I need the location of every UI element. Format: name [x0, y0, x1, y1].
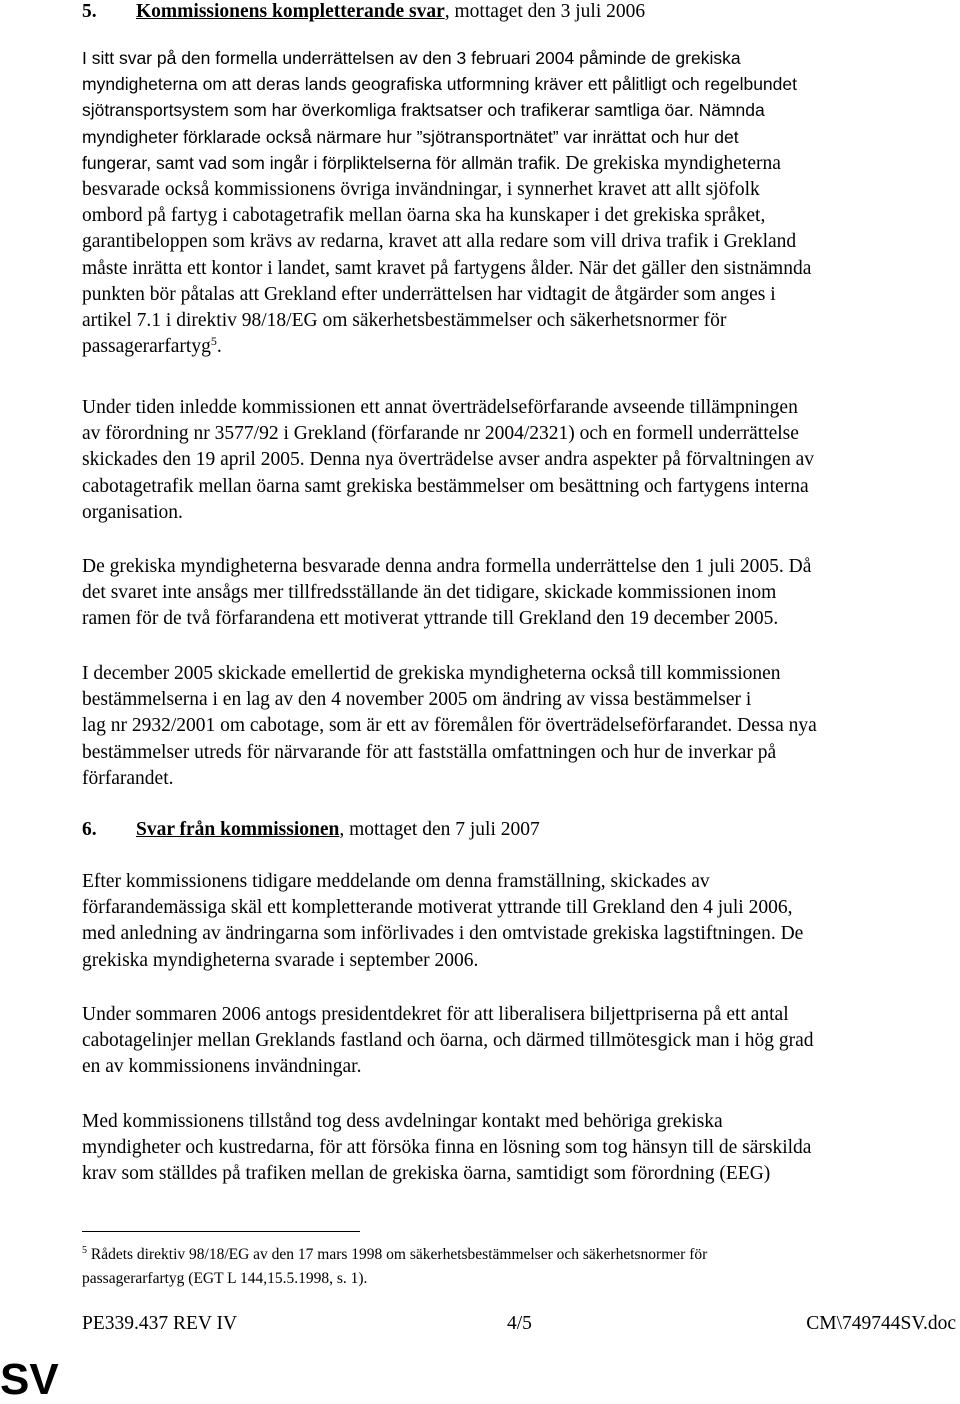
text-line: grekiska myndigheterna svarade i september 2006. [82, 949, 479, 971]
text-line: De grekiska myndigheterna besvarade denna andra formella underrättelse den 1 juli 2005. Då [82, 556, 812, 577]
text-line: det svaret inte ansågs mer tillfredsställande än det tidigare, skickade kommissionen inom [82, 582, 777, 604]
paragraph-6 [82, 1002, 960, 1081]
text-line: skickades den 19 april 2005. Denna nya överträdelse avser andra aspekter på förvaltningen av [82, 449, 815, 471]
section-number: 5. [82, 1, 97, 22]
text-line: organisation. [82, 501, 183, 523]
text-line: sjötransportsystem som har överkomliga fraktsatser och trafikerar samtliga öar. Nämnda [82, 100, 765, 121]
footer-doc-ref: PE339.437 REV IV [82, 1313, 238, 1334]
text-line: myndigheterna om att deras lands geografiska utformning kräver ett pålitligt och regelbundet [82, 74, 797, 95]
text-line: en av kommissionens invändningar. [82, 1056, 362, 1078]
text-line-continuation: De grekiska myndigheterna [560, 152, 781, 174]
text-line: bestämmelserna i en lag av den 4 november 2005 om ändring av vissa bestämmelser i [82, 689, 752, 711]
text-line: krav som ställdes på trafiken mellan de grekiska öarna, samtidigt som förordning (EEG) [82, 1163, 771, 1185]
text-line: cabotagetrafik mellan öarna samt grekiska bestämmelser om besättning och fartygens interna [82, 475, 809, 497]
paragraph-1 [82, 45, 960, 360]
paragraph-5 [82, 869, 960, 974]
text-line: I december 2005 skickade emellertid de grekiska myndigheterna också till kommissionen [82, 663, 781, 684]
text-line: av förordning nr 3577/92 i Grekland (förfarande nr 2004/2321) och en formell underrättelse [82, 423, 799, 445]
text-line: Under sommaren 2006 antogs presidentdekret för att liberalisera biljettpriserna på ett antal [82, 1004, 789, 1025]
text-line: artikel 7.1 i direktiv 98/18/EG om säkerhetsbestämmelser och säkerhetsnormer för [82, 310, 727, 332]
paragraph-2 [82, 395, 960, 526]
section-title: Svar från kommissionen [136, 819, 340, 840]
text-line: punkten bör påtalas att Grekland efter underrättelsen har vidtagit de åtgärder som anges i [82, 283, 776, 305]
text-line-end: . [216, 336, 222, 358]
footnote-text: Rådets direktiv 98/18/EG av den 17 mars 1998 om säkerhetsbestämmelser och säkerhetsnormer för [87, 1246, 708, 1263]
section-5-heading [82, 0, 645, 24]
text-line: cabotagelinjer mellan Greklands fastland och öarna, och därmed tillmötesgick man i hög grad [82, 1030, 814, 1052]
text-line: måste inrätta ett kontor i landet, samt kravet på fartygens ålder. När det gäller den sistnämnda [82, 257, 812, 279]
text-line: garantibeloppen som krävs av redarna, kravet att alla redare som vill driva trafik i Grekland [82, 231, 797, 253]
text-line: myndigheter och kustredarna, för att försöka finna en lösning som tog hänsyn till de särskilda [82, 1137, 812, 1159]
section-number: 6. [82, 819, 97, 840]
text-line: Efter kommissionens tidigare meddelande om denna framställning, skickades av [82, 871, 710, 892]
text-line: lag nr 2932/2001 om cabotage, som är ett av föremålen för överträdelseförfarandet. Dessa nya [82, 715, 817, 737]
section-6-heading [82, 818, 540, 842]
language-code: SV [0, 1355, 59, 1404]
text-line: ombord på fartyg i cabotagetrafik mellan öarna ska ha kunskaper i det grekiska språket, [82, 205, 766, 227]
text-line: bestämmelser utreds för närvarande för att fastställa omfattningen och hur de inverkar på [82, 741, 777, 763]
footnote [82, 1243, 960, 1291]
text-line: besvarade också kommissionens övriga invändningar, i synnerhet kravet att allt sjöfolk [82, 179, 760, 201]
text-line: passagerarfartyg [82, 336, 211, 358]
footer-filename: CM\749744SV.doc [806, 1313, 956, 1334]
footnote-text: passagerarfartyg (EGT L 144,15.5.1998, s. 1). [82, 1270, 368, 1287]
section-subtitle: , mottaget den 3 juli 2006 [444, 1, 646, 22]
text-line: med anledning av ändringarna som införlivades i den omtvistade grekiska lagstiftningen. De [82, 923, 804, 945]
text-line: Under tiden inledde kommissionen ett annat överträdelseförfarande avseende tillämpningen [82, 397, 798, 418]
footer-page-number: 4/5 [507, 1313, 532, 1334]
section-title: Kommissionens kompletterande svar [136, 1, 445, 22]
text-line: förfarandemässiga skäl ett kompletterande motiverat yttrande till Grekland den 4 juli 2006, [82, 897, 793, 919]
text-line: myndigheter förklarade också närmare hur ”sjötransportnätet” var inrättat och hur det [82, 126, 739, 147]
footnote-reference: 5 [210, 334, 217, 349]
footnote-number: 5 [82, 1245, 87, 1256]
paragraph-7 [82, 1109, 960, 1188]
footnote-separator [82, 1231, 360, 1232]
text-line: I sitt svar på den formella underrättelsen av den 3 februari 2004 påminde de grekiska [82, 48, 741, 68]
text-line: Med kommissionens tillstånd tog dess avdelningar kontakt med behöriga grekiska [82, 1111, 723, 1132]
paragraph-4 [82, 661, 960, 792]
text-line: förfarandet. [82, 767, 174, 789]
paragraph-3 [82, 554, 960, 633]
text-line: ramen för de två förfarandena ett motiverat yttrande till Grekland den 19 december 2005. [82, 608, 779, 630]
section-subtitle: , mottaget den 7 juli 2007 [339, 819, 540, 840]
text-line: fungerar, samt vad som ingår i förpliktelserna för allmän trafik. [82, 152, 561, 173]
